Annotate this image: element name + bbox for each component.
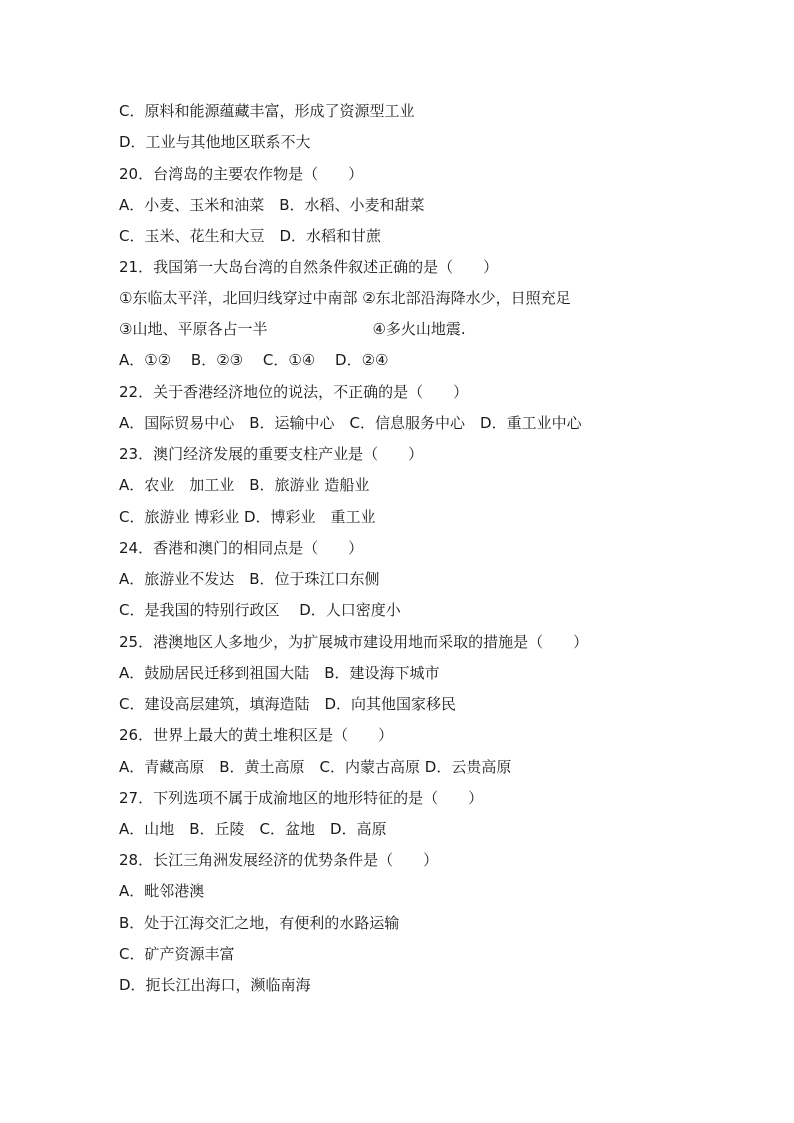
options-22: A．国际贸易中心 B．运输中心 C．信息服务中心 D．重工业中心 [119,414,582,432]
option-28-a: A．毗邻港澳 [119,882,205,900]
options-20-cd: C．玉米、花生和大豆 D．水稻和甘蔗 [119,227,382,245]
option-28-d: D．扼长江出海口，濒临南海 [119,976,311,994]
options-23-ab: A．农业 加工业 B．旅游业 造船业 [119,476,370,494]
statements-21-b: ③山地、平原各占一半 ④多火山地震. [119,320,466,338]
question-27: 27．下列选项不属于成渝地区的地形特征的是（ ） [119,789,484,807]
question-23: 23．澳门经济发展的重要支柱产业是（ ） [119,445,424,463]
options-25-ab: A．鼓励居民迁移到祖国大陆 B．建设海下城市 [119,664,440,682]
options-25-cd: C．建设高层建筑，填海造陆 D．向其他国家移民 [119,695,457,713]
question-25: 25．港澳地区人多地少，为扩展城市建设用地而采取的措施是（ ） [119,633,589,651]
options-26: A．青藏高原 B．黄土高原 C．内蒙古高原 D．云贵高原 [119,758,512,776]
option-28-b: B．处于江海交汇之地，有便利的水路运输 [119,914,400,932]
option-19-c: C．原料和能源蕴藏丰富，形成了资源型工业 [119,102,415,120]
question-26: 26．世界上最大的黄土堆积区是（ ） [119,726,394,744]
question-20: 20．台湾岛的主要农作物是（ ） [119,165,364,183]
options-20-ab: A．小麦、玉米和油菜 B．水稻、小麦和甜菜 [119,196,425,214]
question-24: 24．香港和澳门的相同点是（ ） [119,539,364,557]
statements-21-a: ①东临太平洋，北回归线穿过中南部 ②东北部沿海降水少，日照充足 [119,289,571,307]
question-28: 28．长江三角洲发展经济的优势条件是（ ） [119,851,439,869]
options-24-ab: A．旅游业不发达 B．位于珠江口东侧 [119,570,380,588]
option-28-c: C．矿产资源丰富 [119,945,235,963]
option-19-d: D．工业与其他地区联系不大 [119,133,311,151]
options-23-cd: C．旅游业 博彩业 D．博彩业 重工业 [119,508,376,526]
options-27: A．山地 B．丘陵 C．盆地 D．高原 [119,820,387,838]
options-24-cd: C．是我国的特别行政区 D．人口密度小 [119,601,401,619]
question-22: 22．关于香港经济地位的说法，不正确的是（ ） [119,383,469,401]
question-21: 21．我国第一大岛台湾的自然条件叙述正确的是（ ） [119,258,499,276]
options-21: A．①② B．②③ C．①④ D．②④ [119,351,389,369]
